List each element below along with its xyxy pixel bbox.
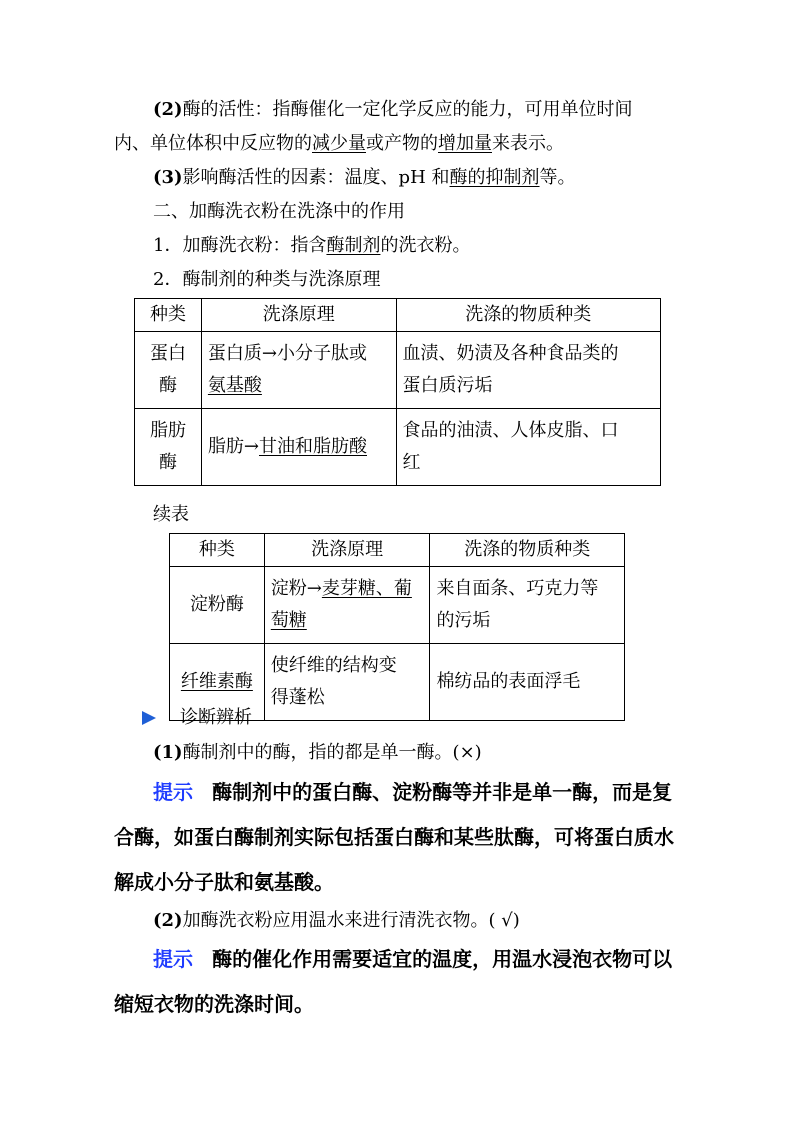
text: 内、单位体积中反应物的 (114, 133, 312, 154)
table-cell-type: 淀粉酶 (170, 567, 265, 644)
text: 蛋白质污垢 (402, 375, 493, 396)
text: 酶 (158, 452, 177, 473)
question-2 (153, 908, 520, 934)
table-header-row (170, 534, 625, 567)
underlined-term: 酶的抑制剂 (449, 167, 540, 188)
text: 1．加酶洗衣粉：指含 (153, 235, 327, 256)
table-header-cell: 洗涤原理 (264, 534, 430, 567)
table-cell-target (396, 409, 661, 486)
arrow-right-icon (142, 711, 156, 725)
underlined-term: 萄糖 (270, 610, 307, 631)
hint-1-line2: 合酶，如蛋白酶制剂实际包括蛋白酶和某些肽酶，可将蛋白质水 (114, 825, 674, 849)
table-header-cell: 种类 (170, 534, 265, 567)
table-cell-target (430, 567, 625, 644)
hint-2-line2: 缩短衣物的洗涤时间。 (114, 992, 314, 1016)
underlined-term: 氨基酸 (207, 375, 262, 396)
question-1 (153, 740, 482, 766)
text: 来表示。 (492, 133, 564, 154)
table-header-cell: 洗涤原理 (201, 299, 396, 332)
text: 酶的活性：指酶催化一定化学反应的能力，可用单位时间 (182, 99, 633, 120)
text: 酶制剂中的酶，指的都是单一酶。(×) (182, 742, 482, 763)
diagnose-title: 诊断辨析 (180, 707, 252, 728)
text: 等。 (539, 167, 576, 188)
text: 蛋白 (149, 343, 186, 364)
text: 得蓬松 (270, 687, 325, 708)
item-number: (2) (153, 910, 183, 931)
text: 脂肪→ (207, 436, 259, 457)
table-row (135, 332, 661, 409)
table-header-cell: 洗涤的物质种类 (396, 299, 661, 332)
table-cell-target: 棉纺品的表面浮毛 (430, 644, 625, 721)
enzyme-table-2 (169, 533, 625, 721)
underlined-term: 纤维素酶 (180, 671, 253, 692)
hint-1-line3: 解成小分子肽和氨基酸。 (114, 870, 334, 894)
enzyme-table-1 (134, 298, 661, 486)
text: 来自面条、巧克力等 (436, 578, 599, 599)
table-continued-label: 续表 (153, 504, 189, 525)
paragraph-activity-line2 (114, 131, 564, 157)
table-cell-type (135, 409, 202, 486)
hint-label: 提示 (153, 780, 193, 804)
section-title: 二、加酶洗衣粉在洗涤中的作用 (153, 201, 405, 222)
item-2: 2．酶制剂的种类与洗涤原理 (153, 269, 381, 290)
item-number: (2) (153, 99, 183, 120)
text: 蛋白质→小分子肽或 (207, 343, 367, 364)
underlined-term: 增加量 (438, 133, 492, 154)
underlined-term: 酶制剂 (326, 235, 381, 256)
text: 加酶洗衣粉应用温水来进行清洗衣物。( √) (182, 910, 520, 931)
paragraph-activity-line1 (153, 97, 633, 123)
table-header-row (135, 299, 661, 332)
item-number: (3) (153, 167, 183, 188)
table-cell-principle (264, 567, 430, 644)
text: 的洗衣粉。 (380, 235, 471, 256)
hint-1-line1 (153, 778, 672, 806)
table-header-cell: 种类 (135, 299, 202, 332)
text: 的污垢 (436, 610, 491, 631)
underlined-term: 甘油和脂肪酸 (259, 436, 367, 457)
table-cell-target (396, 332, 661, 409)
text: 食品的油渍、人体皮脂、口 (402, 420, 619, 441)
underlined-term: 减少量 (312, 133, 366, 154)
text: 或产物的 (366, 133, 438, 154)
item-1 (153, 233, 470, 259)
item-number: (1) (153, 742, 183, 763)
text: 血渍、奶渍及各种食品类的 (402, 343, 619, 364)
table-cell-principle (264, 644, 430, 721)
text: 淀粉→ (270, 578, 322, 599)
table-row (170, 567, 625, 644)
table-cell-principle (201, 332, 396, 409)
table-row (135, 409, 661, 486)
table-header-cell: 洗涤的物质种类 (430, 534, 625, 567)
underlined-term: 麦芽糖、葡 (321, 578, 412, 599)
text: 使纤维的结构变 (270, 655, 397, 676)
text: 红 (402, 452, 421, 473)
paragraph-factors (153, 165, 576, 191)
hint-2-line1 (153, 945, 672, 973)
text: 酶的催化作用需要适宜的温度，用温水浸泡衣物可以 (212, 947, 673, 971)
table-cell-principle (201, 409, 396, 486)
text: 影响酶活性的因素：温度、pH 和 (182, 167, 450, 188)
hint-label: 提示 (153, 947, 193, 971)
text: 脂肪 (149, 420, 186, 441)
text: 酶制剂中的蛋白酶、淀粉酶等并非是单一酶，而是复 (212, 780, 673, 804)
table-cell-type (135, 332, 202, 409)
text: 酶 (158, 375, 177, 396)
